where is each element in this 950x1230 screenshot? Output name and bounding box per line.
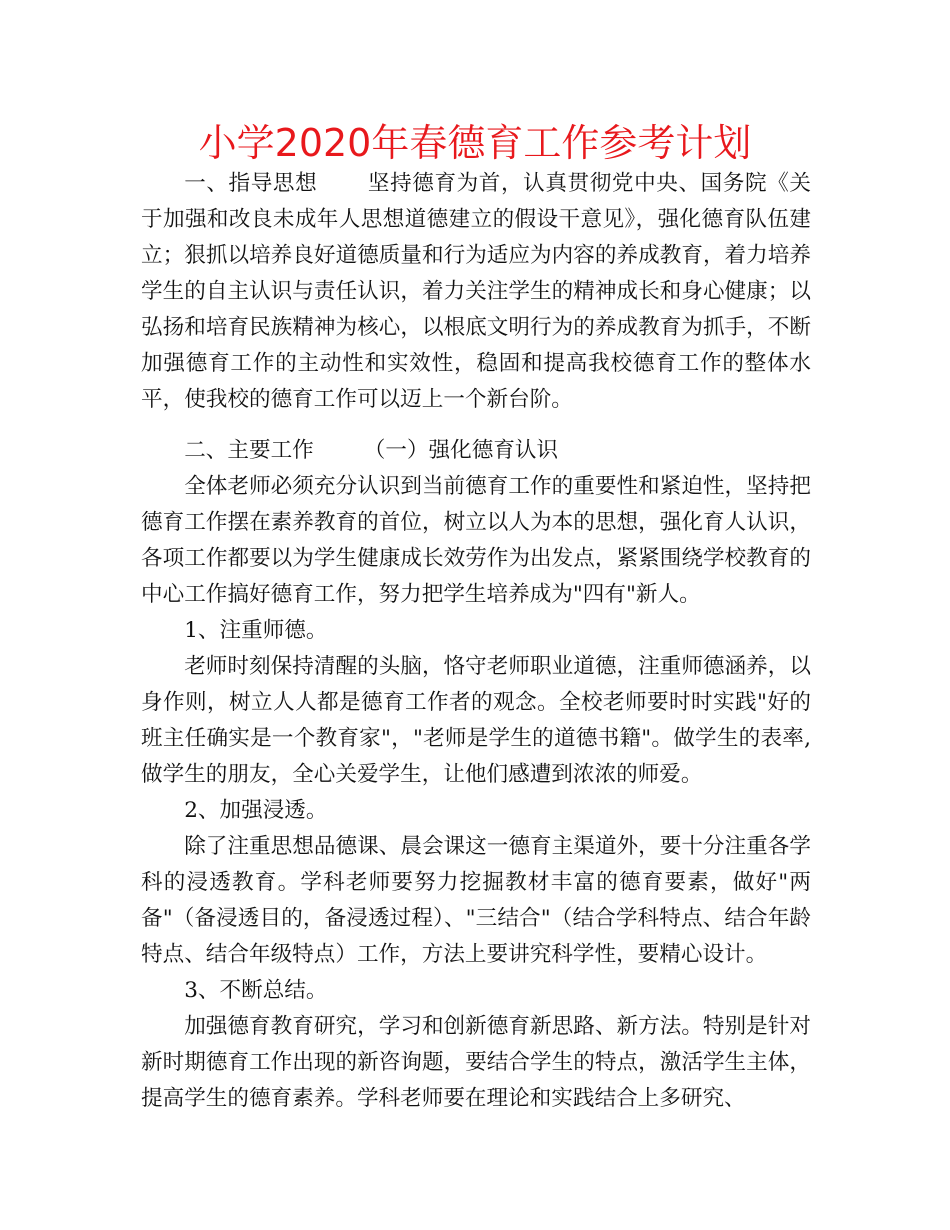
item-3-label: 3、不断总结。	[184, 978, 328, 1003]
section-1-paragraph	[141, 166, 811, 418]
section-2-heading-line	[141, 433, 811, 469]
document-title: 小学2020年春德育工作参考计划	[198, 121, 752, 165]
item-1-text: 老师时刻保持清醒的头脑，恪守老师职业道德，注重师德涵养，以身作则，树立人人都是德育工作者的观念。全校老师要时时实践"好的班主任确实是一个教育家"，"老师是学生的道德书籍"。做学生的表率,做学生的朋友，全心关爱学生，让他们感遭到浓浓的师爱。	[141, 654, 811, 787]
item-3-text: 加强德育教育研究，学习和创新德育新思路、新方法。特别是针对新时期德育工作出现的新咨询题，要结合学生的特点，激活学生主体，提高学生的德育素养。学科老师要在理论和实践结合上多研究、	[141, 1014, 811, 1111]
section-2-intro: 全体老师必须充分认识到当前德育工作的重要性和紧迫性，坚持把德育工作摆在素养教育的首位，树立以人为本的思想，强化育人认识，各项工作都要以为学生健康成长效劳作为出发点，紧紧围绕学校教育的中心工作搞好德育工作，努力把学生培养成为"四有"新人。	[141, 474, 811, 607]
document-body	[141, 166, 811, 1117]
item-1-label: 1、注重师德。	[184, 618, 328, 643]
section-1-text: 坚持德育为首，认真贯彻党中央、国务院《关于加强和改良未成年人思想道德建立的假设干意见》，强化德育队伍建立；狠抓以培养良好道德质量和行为适应为内容的养成教育，着力培养学生的自主认识与责任认识，着力关注学生的精神成长和身心健康；以弘扬和培育民族精神为核心，以根底文明行为的养成教育为抓手，不断加强德育工作的主动性和实效性，稳固和提高我校德育工作的整体水平，使我校的德育工作可以迈上一个新台阶。	[141, 171, 811, 412]
item-2-label: 2、加强浸透。	[184, 798, 328, 823]
section-2-heading: 二、主要工作	[184, 438, 314, 463]
section-1-heading: 一、指导思想	[184, 171, 318, 196]
section-2-subheading: （一）强化德育认识	[363, 438, 559, 463]
item-2-text: 除了注重思想品德课、晨会课这一德育主渠道外，要十分注重各学科的浸透教育。学科老师要努力挖掘教材丰富的德育要素，做好"两备"（备浸透目的，备浸透过程）、"三结合"（结合学科特点、结合年龄特点、结合年级特点）工作，方法上要讲究科学性，要精心设计。	[141, 834, 811, 967]
